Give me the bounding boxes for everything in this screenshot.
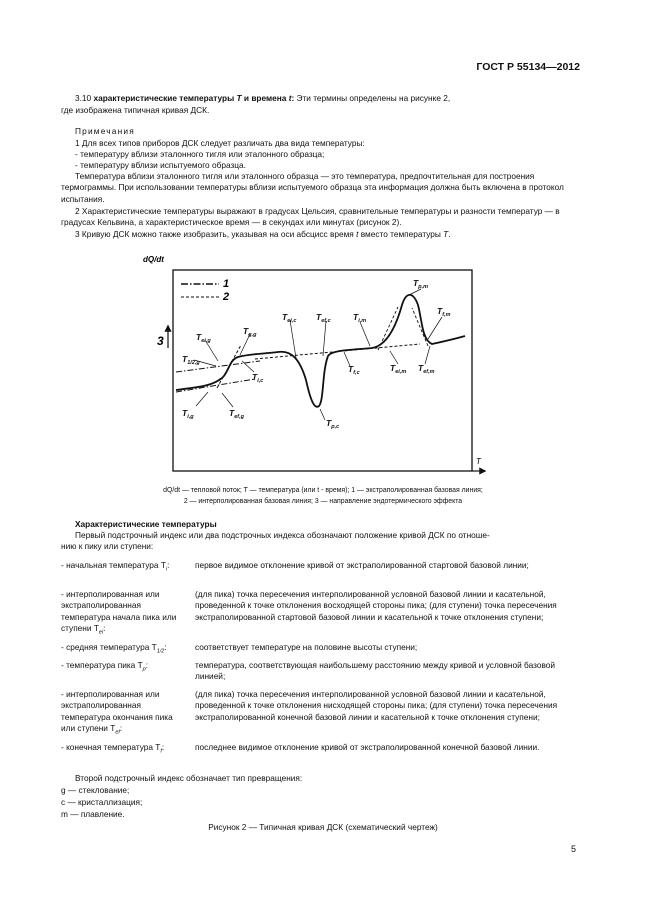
note-3-t: t bbox=[356, 229, 359, 239]
label-T-i-c: $T_{i,c}$ bbox=[252, 372, 264, 384]
section-title: характеристические температуры bbox=[93, 93, 235, 103]
label-T-ef-m: $T_{ef,m}$ bbox=[418, 363, 435, 375]
section-title-T: T bbox=[236, 93, 242, 103]
note-3-b: вместо температуры bbox=[358, 229, 444, 239]
note-2: 2 Характеристические температуры выражают в градусах Цельсия, сравнительные температуры и разности температур — в градусах Кельвина, а характеристическое время — в секундах или минутах (рисунок 2). bbox=[61, 206, 560, 228]
label-T-ei-c: $T_{ei,c}$ bbox=[282, 312, 297, 324]
label-T-ef-g: $T_{ef,g}$ bbox=[229, 408, 244, 420]
type-g: g — стеклование; bbox=[61, 785, 130, 795]
endo-mark-3: 3 bbox=[157, 334, 164, 348]
notes-heading: Примечания bbox=[75, 126, 135, 136]
def-desc: температура, соответствующая наибольшему расстоянию между кривой и условной базовой линией; bbox=[195, 660, 556, 682]
figure-legend-line2: 2 — интерполированная базовая линия; 3 — направление эндотермического эффекта bbox=[183, 498, 463, 505]
figure-legend-line1: dQ/dt — тепловой поток; T — температура (или t - время); 1 — экстраполированная базовая линия; bbox=[163, 487, 483, 494]
y-axis-label: dQ/dt bbox=[143, 255, 164, 264]
label-T-g-g: $T_{g,g}$ bbox=[243, 326, 257, 338]
standard-code: ГОСТ Р 55134—2012 bbox=[476, 61, 580, 73]
label-T-p-m: $T_{p,m}$ bbox=[413, 278, 428, 290]
def-desc: первое видимое отклонение кривой от экстраполированной стартовой базовой линии; bbox=[195, 560, 529, 570]
section-title-and: и времена bbox=[241, 93, 289, 103]
type-c: c — кристаллизация; bbox=[61, 797, 143, 807]
note-1-line2: - температуру вблизи эталонного тигля или эталонного образца; bbox=[75, 149, 325, 159]
def-desc: (для пика) точка пересечения интерполированной условной базовой линии и касательной, проведенной к точке отклонения нисходящей стороны пика; (для ступени) точка пересечения экстраполированной конечной базовой линии и касательной к точке отклонения ступени; bbox=[195, 689, 558, 722]
section-title-t: t bbox=[288, 93, 292, 103]
label-T-ei-m: $T_{ei,m}$ bbox=[390, 363, 407, 375]
label-T-i-m: $T_{i,m}$ bbox=[353, 312, 367, 324]
x-axis-label: T bbox=[476, 457, 481, 466]
legend-label-2: 2 bbox=[223, 291, 230, 303]
figure-title: Рисунок 2 — Типичная кривая ДСК (схематический чертеж) bbox=[208, 822, 438, 832]
def-term: - начальная температура $T_i$: bbox=[61, 560, 170, 573]
dsc-figure bbox=[135, 248, 495, 480]
section-rest: Эти термины определены на рисунке 2, bbox=[294, 93, 451, 103]
def-desc: (для пика) точка пересечения интерполированной условной базовой линии и касательной, проведенной к точке отклонения восходящей стороны пика; (для ступени) точка пересечения экстраполированной стартовой базовой линии и касательной к точке отклонения ступени; bbox=[195, 589, 557, 622]
def-term: - конечная температура $T_f$: bbox=[61, 742, 165, 755]
def-term: - интерполированная или экстраполированная температура окончания пика или ступени $T_{ef}$: bbox=[61, 689, 173, 736]
note-3 bbox=[75, 229, 585, 240]
characteristics-intro-l2: нию к пику или ступени: bbox=[61, 541, 154, 551]
label-T-ef-c: $T_{ef,c}$ bbox=[316, 312, 331, 324]
baseline-start-g bbox=[176, 379, 255, 392]
label-T-f-c: $T_{f,c}$ bbox=[348, 364, 360, 376]
note-1-line3: - температуру вблизи испытуемого образца. bbox=[75, 160, 246, 170]
second-index-text: Второй подстрочный индекс обозначает тип превращения: bbox=[75, 773, 303, 783]
label-T-i-g: $T_{i,g}$ bbox=[182, 408, 194, 420]
label-T-p-c: $T_{p,c}$ bbox=[326, 418, 340, 430]
note-1-line1: 1 Для всех типов приборов ДСК следует различать два вида температуры: bbox=[75, 138, 365, 148]
page-number: 5 bbox=[570, 844, 576, 854]
def-desc: соответствует температуре на половине высоты ступени; bbox=[195, 642, 418, 652]
def-term: - интерполированная или экстраполированная температура начала пика или ступени $T_{ei}$: bbox=[61, 589, 177, 636]
note-1-paragraph: Температура вблизи эталонного тигля или эталонного образца — это температура, предпочтительная для построения термограммы. При использовании температуры вблизи испытуемого образца эта информация должна быть включена в протокол испытания. bbox=[61, 171, 564, 204]
section-number: 3.10 bbox=[75, 93, 92, 103]
characteristics-intro-l1: Первый подстрочный индекс или два подстрочных индекса обозначают положение кривой ДСК по отноше- bbox=[75, 530, 490, 540]
label-T-f-m: $T_{f,m}$ bbox=[437, 306, 451, 318]
label-T-half-g: $T_{1/2,g}$ bbox=[182, 354, 200, 366]
label-T-ei-g: $T_{ei,g}$ bbox=[196, 332, 211, 344]
note-3-a: 3 Кривую ДСК можно также изобразить, указывая на оси абсцисс время bbox=[75, 229, 357, 239]
type-m: m — плавление. bbox=[61, 809, 125, 819]
section-line2: где изображена типичная кривая ДСК. bbox=[61, 105, 210, 115]
section-3-10 bbox=[75, 93, 585, 104]
note-3-T: T bbox=[443, 229, 449, 239]
def-term: - температура пика $T_p$: bbox=[61, 660, 149, 673]
def-term: - средняя температура $T_{1/2}$: bbox=[61, 642, 167, 655]
def-desc: последнее видимое отклонение кривой от экстраполированной конечной базовой линии. bbox=[195, 742, 540, 752]
legend-label-1: 1 bbox=[223, 278, 230, 290]
section-title-colon: : bbox=[291, 93, 295, 103]
note-3-c: . bbox=[448, 229, 451, 239]
characteristics-heading: Характеристические температуры bbox=[75, 519, 217, 529]
leader-lines bbox=[194, 289, 442, 420]
